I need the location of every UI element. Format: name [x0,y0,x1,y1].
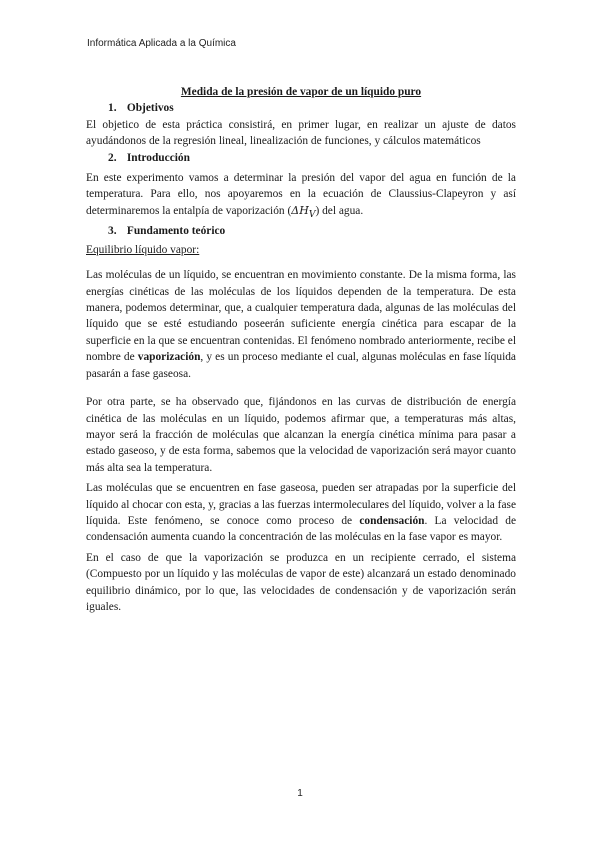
math-text: ΔH [291,203,309,217]
paragraph-text: Las moléculas que se encuentren en fase gaseosa, pueden ser atrapadas por la superficie del líquido al chocar con esta, y, gracias a las fuerzas intermoleculares del líquido, volver a la fase líquida. Este fenómeno, se conoce como proceso de [86,482,516,527]
paragraph-text: ) del agua. [315,204,364,217]
enthalpy-symbol [291,203,316,221]
paragraph-vaporizacion [86,267,516,382]
section-label: Objetivos [126,102,174,115]
paragraph-text: Las moléculas de un líquido, se encuentran en movimiento constante. De la misma forma, las energías cinéticas de las moléculas de los líquidos dependen de la temperatura. De esta manera, podemos determinar, que, a cualquier temperatura dada, algunas de las moléculas del líquido que se esté estudiando poseerán suficiente energía cinética para escapar de la superficie en la que se encuentran contenidas. El fenómeno nombrado anteriormente, recibe el nombre de [86,269,516,364]
section-label: Fundamento teórico [126,225,226,238]
math-subscript: V [308,209,316,221]
paragraph-text: . La velocidad de condensación aumenta cuando la concentración de las moléculas en la fase vapor es mayor. [86,514,517,544]
paragraph-objetivos: El objetico de esta práctica consistirá, en primer lugar, en realizar un ajuste de datos ayudándonos de la regresión lineal, linealización de funciones, y cálculos matemáticos [86,118,516,148]
bold-term: vaporización [137,351,201,364]
document-title: Medida de la presión de vapor de un líquido puro [180,86,422,98]
section-heading-fundamento [86,223,516,239]
page-header: Informática Aplicada a la Química [87,38,236,49]
paragraph-text: En este experimento vamos a determinar la presión del vapor del agua en función de la temperatura. Para ello, nos apoyaremos en la ecuación de Claussius-Clapeyron y así determinaremos la entalpía de vaporización ( [86,172,516,217]
section-number: 2. [108,151,117,164]
bold-term: condensación [359,514,425,527]
section-label: Introducción [126,151,190,164]
section-heading-introduccion [86,150,516,166]
spacer [86,258,516,267]
paragraph-distribucion: Por otra parte, se ha observado que, fijándonos en las curvas de distribución de energía cinética de las moléculas en un líquido, podemos afirmar que, a temperaturas más altas, mayor será la fracción de moléculas que alcanzan la energía cinética mínima para pasar a estado gaseoso, y de esta forma, sabemos que la velocidad de vaporización será mayor cuanto más alta sea la temperatura. [86,396,516,474]
section-number: 1. [108,102,117,115]
section-heading-objetivos [86,100,516,116]
spacer [86,382,516,394]
paragraph-text: , y es un proceso mediante el cual, algunas moléculas en fase líquida pasarán a fase gaseosa. [86,351,516,380]
document-body [86,84,516,615]
paragraph-introduccion [86,170,516,223]
paragraph-equilibrio: En el caso de que la vaporización se produzca en un recipiente cerrado, el sistema (Compuesto por un líquido y las moléculas de vapor de este) alcanzará un estado denominado equilibrio dinámico, por lo que, las velocidades de condensación y de vaporización serán iguales. [86,551,516,613]
page-number: 1 [297,788,303,799]
subheading-equilibrio: Equilibrio líquido vapor: [86,243,200,256]
paragraph-condensacion [86,480,516,546]
section-number: 3. [108,225,117,238]
